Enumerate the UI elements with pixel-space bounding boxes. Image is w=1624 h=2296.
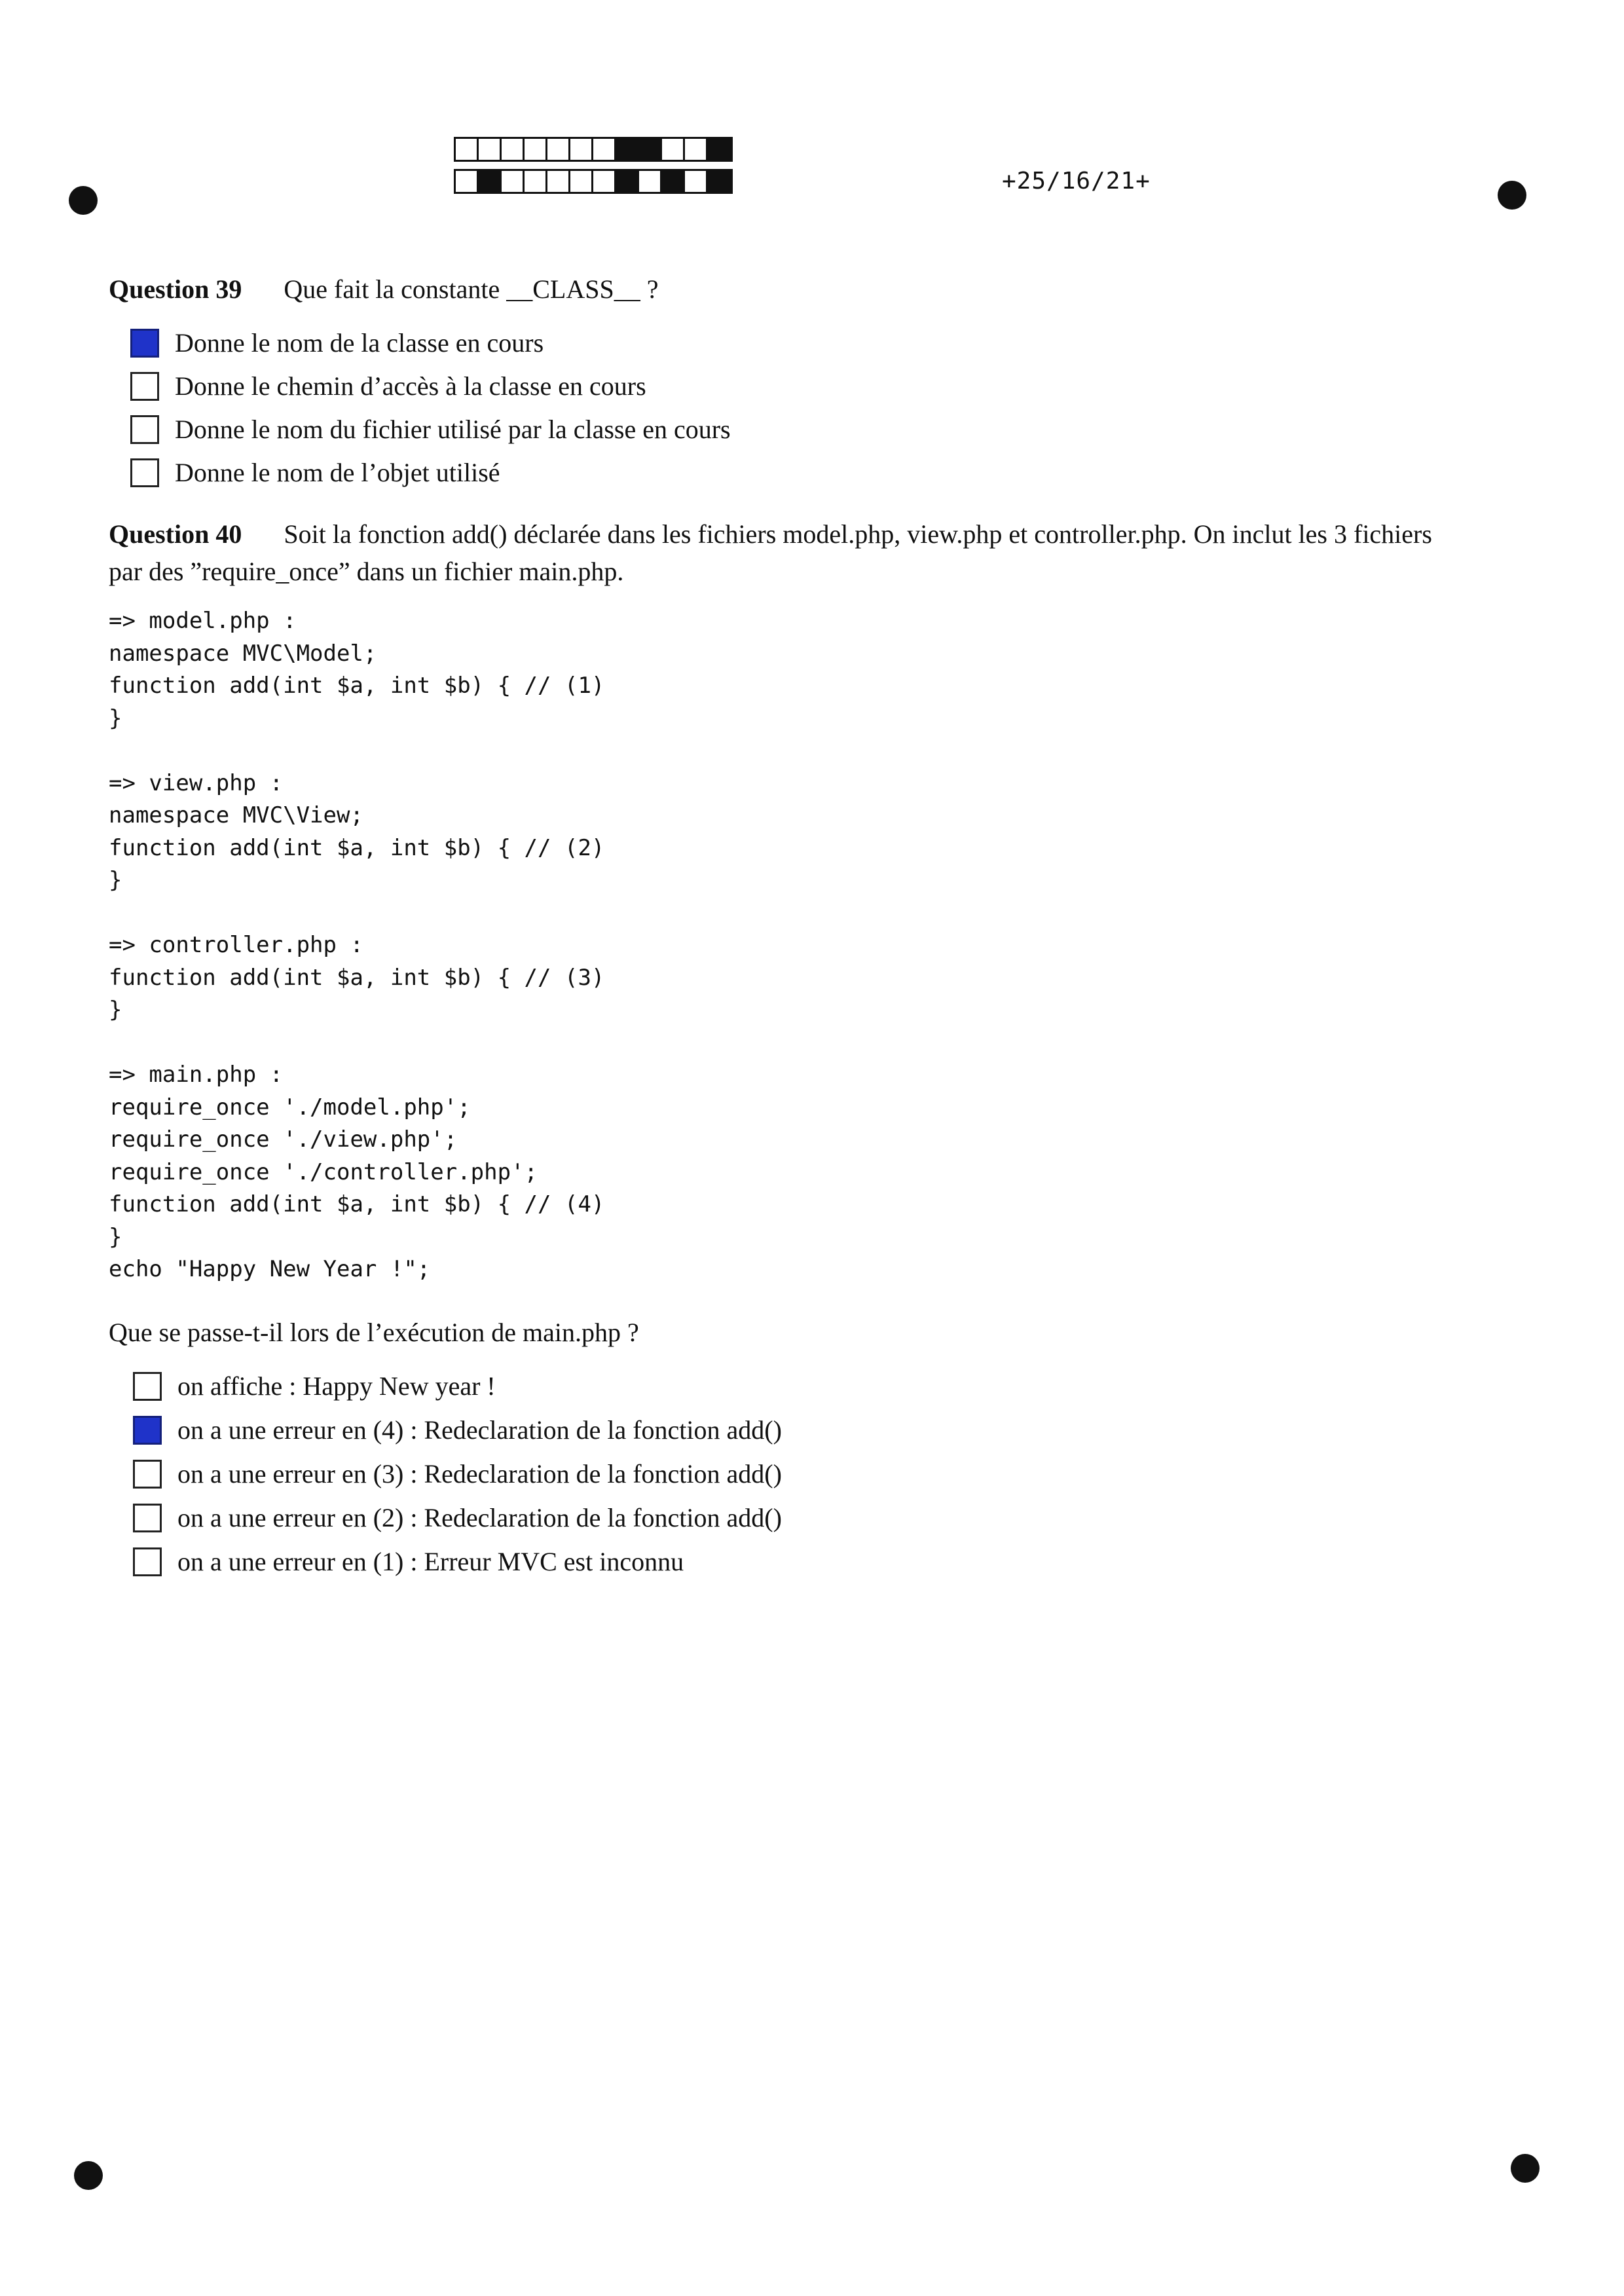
q39-option-2-checkbox[interactable] <box>130 372 159 401</box>
question-39-text: Que fait la constante __CLASS__ ? <box>284 274 659 304</box>
q40-option-4[interactable] <box>133 1502 782 1533</box>
question-39-label: Question 39 <box>109 274 242 304</box>
code-grid-cell <box>662 139 685 160</box>
q40-option-3[interactable] <box>133 1458 782 1489</box>
q39-option-4-label: Donne le nom de l’objet utilisé <box>175 458 500 487</box>
code-grid-cell <box>479 139 502 160</box>
code-grid-cell <box>570 171 593 192</box>
page-code-row-1 <box>454 137 733 162</box>
q40-option-1-label: on affiche : Happy New year ! <box>177 1371 496 1401</box>
q40-option-5[interactable] <box>133 1546 684 1577</box>
question-39-heading <box>109 271 658 308</box>
code-grid-cell <box>685 139 708 160</box>
q40-option-5-checkbox[interactable] <box>133 1547 162 1576</box>
question-40-label: Question 40 <box>109 519 242 549</box>
code-grid-cell <box>525 171 547 192</box>
q40-option-2-checkbox[interactable] <box>133 1416 162 1445</box>
question-40-text-line1: Soit la fonction add() déclarée dans les fichiers model.php, view.php et controller.php. On inclut les 3 fichiers <box>284 519 1432 549</box>
q39-option-1-label: Donne le nom de la classe en cours <box>175 328 544 358</box>
code-grid-cell <box>570 139 593 160</box>
registration-mark-bottom-left <box>74 2161 103 2190</box>
code-grid-cell <box>593 171 616 192</box>
code-grid-cell <box>502 171 525 192</box>
registration-mark-bottom-right <box>1511 2154 1540 2183</box>
q39-option-3-label: Donne le nom du fichier utilisé par la classe en cours <box>175 415 731 444</box>
registration-mark-top-right <box>1498 181 1526 210</box>
q40-option-2-label: on a une erreur en (4) : Redeclaration de la fonction add() <box>177 1415 782 1445</box>
q39-option-3-checkbox[interactable] <box>130 415 159 444</box>
question-40-prompt: Que se passe-t-il lors de l’exécution de main.php ? <box>109 1318 639 1347</box>
question-40-heading <box>109 516 1530 553</box>
page-id: +25/16/21+ <box>1002 168 1151 194</box>
code-grid-cell <box>593 139 616 160</box>
code-grid-cell <box>525 139 547 160</box>
q40-option-4-checkbox[interactable] <box>133 1504 162 1532</box>
code-grid-cell <box>456 171 479 192</box>
question-40-code-listing: => model.php : namespace MVC\Model; function add(int $a, int $b) { // (1) } => view.php : namespace MVC\View; function add(int $a, int $b) { // (2) } => controller.php : function add(int $a, int $b) { // (3) } => main.php : require_once './model.php'; require_once './view.php'; require_once './controller.php'; function add(int $a, int $b) { // (4) } echo "Happy New Year !"; <box>109 608 605 1282</box>
code-grid-cell <box>662 171 685 192</box>
code-grid-cell <box>547 139 570 160</box>
code-grid-cell <box>616 139 639 160</box>
q39-option-4-checkbox[interactable] <box>130 458 159 487</box>
code-grid-cell <box>708 171 731 192</box>
code-grid-cell <box>547 171 570 192</box>
code-grid-cell <box>708 139 731 160</box>
q39-option-3[interactable] <box>130 414 731 445</box>
q40-option-5-label: on a une erreur en (1) : Erreur MVC est inconnu <box>177 1547 684 1576</box>
page-code-row-2 <box>454 169 733 194</box>
q39-option-4[interactable] <box>130 457 500 488</box>
code-grid-cell <box>456 139 479 160</box>
q40-option-1[interactable] <box>133 1371 496 1401</box>
q40-option-3-label: on a une erreur en (3) : Redeclaration de la fonction add() <box>177 1459 782 1489</box>
q39-option-1[interactable] <box>130 327 544 358</box>
question-40-text-line2: par des ”require_once” dans un fichier main.php. <box>109 557 624 586</box>
registration-mark-top-left <box>69 186 98 215</box>
code-grid-cell <box>502 139 525 160</box>
q40-option-2[interactable] <box>133 1415 782 1445</box>
code-grid-cell <box>639 171 662 192</box>
code-grid-cell <box>639 139 662 160</box>
q40-option-1-checkbox[interactable] <box>133 1372 162 1401</box>
q40-option-3-checkbox[interactable] <box>133 1460 162 1489</box>
q39-option-2[interactable] <box>130 371 646 401</box>
q40-option-4-label: on a une erreur en (2) : Redeclaration de la fonction add() <box>177 1503 782 1532</box>
q39-option-2-label: Donne le chemin d’accès à la classe en cours <box>175 371 646 401</box>
q39-option-1-checkbox[interactable] <box>130 329 159 358</box>
code-grid-cell <box>616 171 639 192</box>
code-grid-cell <box>479 171 502 192</box>
code-grid-cell <box>685 171 708 192</box>
